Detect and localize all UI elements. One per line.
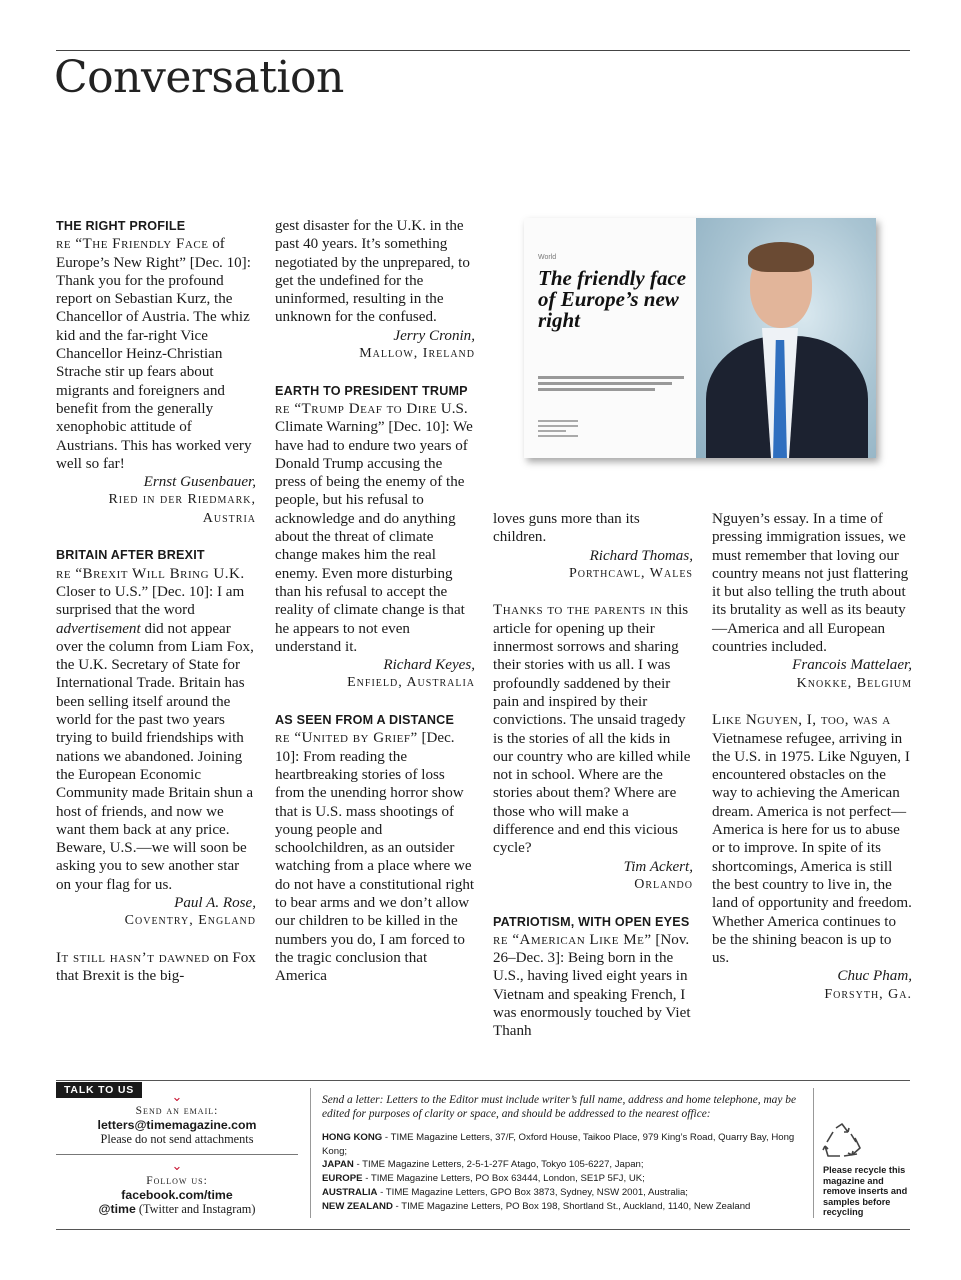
letter-location: Porthcawl, Wales xyxy=(568,565,693,581)
follow-label: Follow us: xyxy=(146,1175,208,1187)
letter-body: re “Brexit Will Bring U.K. Closer to U.S.” [Dec. 10]: I am surprised that the word advertisement did not appear over the column from Liam Fox, the U.K. Secretary of State for International Trade. Britain has been selling itself around the world for the past two years trying to build friendships with nations we abandoned. Joining the European Economic Community made Britain shun a host of friends, and now we want them back at any price. Beware, U.S.—we will soon be asking you to sew another star on your flag for us. xyxy=(56,565,254,893)
letter-re: re “United by Grief” xyxy=(275,730,418,747)
letter-re: Thanks to the parents in xyxy=(493,602,663,619)
letter-re: re “American Like Me” xyxy=(493,931,652,948)
letter-signature: Richard Thomas, xyxy=(589,547,693,564)
letter-body: re “United by Grief” [Dec. 10]: From reading the heartbreaking stories of loss from the unending horror show that is U.S. mass shootings of young people and schoolchildren, as an outsider watching from a place where we do not have a constitutional right to bear arms and we don’t allow our children to be killed in the numbers you do, I am forced to the tragic conclusion that America xyxy=(275,730,475,985)
letter-location: Austria xyxy=(202,510,256,526)
office-address: AUSTRALIA - TIME Magazine Letters, GPO Box 3873, Sydney, NSW 2001, Australia; xyxy=(322,1186,688,1198)
letter-signature: Richard Keyes, xyxy=(383,657,475,674)
letter-body: re “American Like Me” [Nov. 26–Dec. 3]: Being born in the U.S., having lived eight years in Vietnam and speaking French, I was enormously touched by Viet Thanh xyxy=(493,931,691,1040)
letter-body: It still hasn’t dawned on Fox that Brexit is the big- xyxy=(56,949,256,985)
letter-body: re “The Friendly Face of Europe’s New Right” [Dec. 10]: Thank you for the profound report on Sebastian Kurz, the Chancellor of Austria. The whiz kid and the far-right Vice Chancellor Heinz-Christian Strache stir up fears about migrants and foreigners and benefit from the generally xenophobic attitude of Austrians. This has worked very well so far! xyxy=(56,236,252,472)
column-3 xyxy=(493,510,693,1041)
recycle-note: Please recycle this magazine and remove inserts and samples before recycling xyxy=(823,1165,908,1218)
letter-location: Orlando xyxy=(634,876,693,892)
footer-rule xyxy=(56,1229,910,1230)
section-heading: EARTH TO PRESIDENT TRUMP xyxy=(275,383,468,398)
letter-re: re “The Friendly Face xyxy=(56,236,209,253)
footer-divider xyxy=(56,1154,298,1155)
email-note: Please do not send attachments xyxy=(100,1132,254,1146)
letter-signature: Tim Ackert, xyxy=(623,858,693,875)
column-2 xyxy=(275,217,475,985)
talk-to-us-tag: TALK TO US xyxy=(56,1082,142,1098)
letter-location: Coventry, England xyxy=(124,913,256,929)
magazine-page-image xyxy=(524,218,876,458)
twitter-line: @time (Twitter and Instagram) xyxy=(98,1202,256,1216)
letter-intro: Send a letter: Letters to the Editor must include writer’s full name, address and home telephone, may be edited for purposes of clarity or space, and should be addressed to the nearest office: xyxy=(322,1094,797,1120)
section-heading: PATRIOTISM, WITH OPEN EYES xyxy=(493,914,690,929)
twitter-handle[interactable]: @time xyxy=(98,1202,136,1216)
email-link[interactable]: letters@timemagazine.com xyxy=(97,1118,257,1132)
column-1 xyxy=(56,217,256,985)
hair-shape xyxy=(748,242,814,272)
letter-body: loves guns more than its children. xyxy=(493,511,640,546)
email-label: Send an email: xyxy=(135,1105,219,1117)
magazine-headline: The friendly face of Europe’s new right xyxy=(538,266,687,332)
office-address: NEW ZEALAND - TIME Magazine Letters, PO Box 198, Shortland St., Auckland, 1140, New Zealand xyxy=(322,1200,751,1212)
section-heading: BRITAIN AFTER BREXIT xyxy=(56,548,205,563)
letter-re: Like Nguyen, I, too, was a xyxy=(712,712,891,729)
portrait-photo xyxy=(696,218,876,458)
footer-rule xyxy=(56,1080,910,1081)
section-heading: THE RIGHT PROFILE xyxy=(56,219,186,233)
letter-signature: Jerry Cronin, xyxy=(393,327,475,344)
footer-vertical-rule xyxy=(813,1088,814,1218)
letter-instructions xyxy=(322,1093,804,1213)
letter-location: Mallow, Ireland xyxy=(359,346,475,362)
office-list xyxy=(322,1131,804,1213)
letter-body: re “Trump Deaf to Dire U.S. Climate Warning” [Dec. 10]: We have had to endure two years of Donald Trump accusing the press of being the enemy of the people, but his refusal to acknowledge and do anything about the threat of climate change makes him the real enemy. Even more disturbing than his refusal to accept the reality of climate change is that he appears to not even understand it. xyxy=(275,400,473,655)
column-4 xyxy=(712,510,912,1004)
letter-signature: Francois Mattelaer, xyxy=(792,657,912,674)
magazine-caption xyxy=(538,420,578,440)
office-address: EUROPE - TIME Magazine Letters, PO Box 63444, London, SE1P 5FJ, UK; xyxy=(322,1173,645,1185)
chevron-down-icon: ⌄ xyxy=(171,1090,183,1105)
page-title: Conversation xyxy=(54,52,344,103)
section-heading: AS SEEN FROM A DISTANCE xyxy=(275,713,455,728)
letter-body: Like Nguyen, I, too, was a Vietnamese refugee, arriving in the U.S. in 1975. Like Nguyen, I encountered obstacles on the way to achieving the American dream. America is not perfect—America is here for us to abuse or to improve. In spite of its shortcomings, America is still the best country to live in, the land of opportunity and freedom. Whether America continues to be the shining beacon is up to us. xyxy=(712,712,912,967)
office-address: JAPAN - TIME Magazine Letters, 2-5-1-27F Atago, Tokyo 105-6227, Japan; xyxy=(322,1159,644,1171)
letter-body: Nguyen’s essay. In a time of pressing immigration issues, we must remember that loving our country means not just flattering it but also telling the truth about its brutality as well as its beauty—America and all European countries included. xyxy=(712,511,909,656)
footer-vertical-rule xyxy=(310,1088,311,1218)
email-block xyxy=(56,1104,298,1146)
letter-re: It still hasn’t dawned xyxy=(56,949,210,966)
magazine-dek xyxy=(538,376,684,390)
letter-signature: Ernst Gusenbauer, xyxy=(143,474,256,491)
chevron-down-icon: ⌄ xyxy=(171,1159,183,1174)
letter-re: re “Trump Deaf to Dire xyxy=(275,400,438,417)
letter-location: Knokke, Belgium xyxy=(796,675,912,691)
letter-location: Forsyth, Ga. xyxy=(824,986,912,1002)
letter-signature: Paul A. Rose, xyxy=(174,894,256,911)
letter-location: Ried in der Riedmark, xyxy=(108,492,256,508)
magazine-section-label: World xyxy=(538,254,557,261)
magazine-text-panel xyxy=(524,218,696,458)
facebook-link[interactable]: facebook.com/time xyxy=(121,1188,233,1202)
letter-body: Thanks to the parents in this article for opening up their innermost sorrows and sharing their stories with us all. I was profoundly saddened by their pain and inspired by their convictions. The unsaid tragedy is the stories of all the kids in our country who are killed while not in school. Where are the stories about them? Where are those who will make a difference and end this vicious cycle? xyxy=(493,602,691,857)
follow-block xyxy=(56,1174,298,1216)
letter-re: re “Brexit Will Bring U.K. xyxy=(56,565,245,582)
letter-body: gest disaster for the U.K. in the past 40 years. It’s something negotiated by the unprepared, to get the undefined for the uninformed, resulting in the unknown for the confused. xyxy=(275,218,470,326)
top-rule xyxy=(56,50,910,51)
letter-location: Enfield, Australia xyxy=(347,675,475,691)
office-address: HONG KONG - TIME Magazine Letters, 37/F, Oxford House, Taikoo Place, 979 King’s Road, Quarry Bay, Hong Kong; xyxy=(322,1132,795,1157)
recycle-icon xyxy=(822,1122,862,1160)
letter-signature: Chuc Pham, xyxy=(837,968,912,985)
